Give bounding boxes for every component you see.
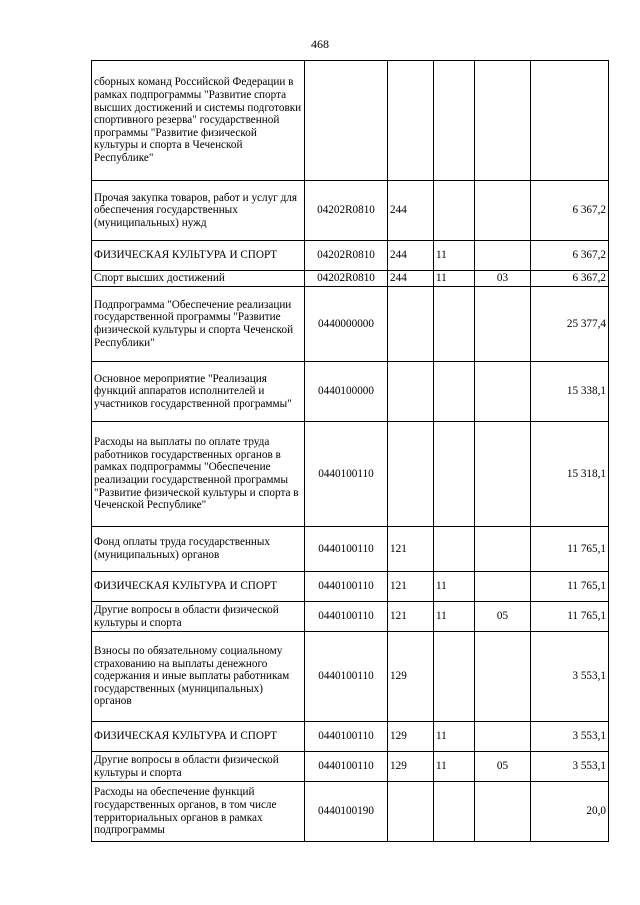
table-row xyxy=(92,422,609,527)
row-expense-type xyxy=(388,287,434,362)
row-expense-type: 121 xyxy=(388,602,434,632)
table-row xyxy=(92,362,609,422)
row-expense-type: 129 xyxy=(388,632,434,722)
row-subsection xyxy=(475,362,531,422)
row-subsection: 05 xyxy=(475,752,531,782)
row-program-code: 0440100110 xyxy=(305,722,388,752)
row-section xyxy=(434,181,475,241)
row-program-code: 0440100110 xyxy=(305,602,388,632)
row-program-code: 0440100110 xyxy=(305,527,388,572)
row-expense-type: 244 xyxy=(388,241,434,271)
row-amount: 3 553,1 xyxy=(531,632,609,722)
table-row xyxy=(92,271,609,287)
row-amount: 15 338,1 xyxy=(531,362,609,422)
row-section: 11 xyxy=(434,752,475,782)
table-row xyxy=(92,602,609,632)
row-amount: 11 765,1 xyxy=(531,527,609,572)
row-expense-type xyxy=(388,362,434,422)
row-description: Подпрограмма "Обеспечение реализации государственной программы "Развитие физической культуры и спорта Чеченской Республики" xyxy=(92,287,305,362)
table-row xyxy=(92,722,609,752)
row-expense-type: 244 xyxy=(388,181,434,241)
row-amount: 6 367,2 xyxy=(531,181,609,241)
row-amount: 3 553,1 xyxy=(531,722,609,752)
row-program-code: 04202R0810 xyxy=(305,181,388,241)
row-description: Другие вопросы в области физической культуры и спорта xyxy=(92,752,305,782)
row-expense-type: 121 xyxy=(388,572,434,602)
row-amount: 25 377,4 xyxy=(531,287,609,362)
row-section xyxy=(434,782,475,842)
row-subsection xyxy=(475,572,531,602)
row-section: 11 xyxy=(434,602,475,632)
row-expense-type xyxy=(388,782,434,842)
row-subsection xyxy=(475,527,531,572)
budget-table xyxy=(91,60,609,842)
row-amount xyxy=(531,61,609,181)
row-section xyxy=(434,422,475,527)
row-amount: 11 765,1 xyxy=(531,572,609,602)
table-row xyxy=(92,572,609,602)
row-program-code: 0440000000 xyxy=(305,287,388,362)
table-row xyxy=(92,527,609,572)
row-expense-type xyxy=(388,422,434,527)
row-amount: 15 318,1 xyxy=(531,422,609,527)
row-amount: 6 367,2 xyxy=(531,241,609,271)
row-subsection xyxy=(475,181,531,241)
row-subsection xyxy=(475,722,531,752)
table-row xyxy=(92,61,609,181)
row-expense-type: 244 xyxy=(388,271,434,287)
row-expense-type: 129 xyxy=(388,722,434,752)
row-section: 11 xyxy=(434,572,475,602)
row-program-code xyxy=(305,61,388,181)
row-amount: 6 367,2 xyxy=(531,271,609,287)
row-section xyxy=(434,362,475,422)
row-subsection xyxy=(475,782,531,842)
row-section: 11 xyxy=(434,241,475,271)
row-description: Прочая закупка товаров, работ и услуг для обеспечения государственных (муниципальных) нужд xyxy=(92,181,305,241)
row-description: Расходы на обеспечение функций государственных органов, в том числе территориальных органов в рамках подпрограммы xyxy=(92,782,305,842)
row-program-code: 0440100110 xyxy=(305,572,388,602)
row-description: Другие вопросы в области физической культуры и спорта xyxy=(92,602,305,632)
row-program-code: 0440100110 xyxy=(305,632,388,722)
row-program-code: 04202R0810 xyxy=(305,241,388,271)
row-expense-type: 129 xyxy=(388,752,434,782)
row-section xyxy=(434,527,475,572)
table-row xyxy=(92,752,609,782)
row-section xyxy=(434,287,475,362)
row-subsection xyxy=(475,287,531,362)
row-amount: 20,0 xyxy=(531,782,609,842)
row-subsection xyxy=(475,241,531,271)
row-expense-type: 121 xyxy=(388,527,434,572)
row-subsection xyxy=(475,422,531,527)
row-section xyxy=(434,632,475,722)
row-program-code: 0440100110 xyxy=(305,752,388,782)
row-section xyxy=(434,61,475,181)
page-number: 468 xyxy=(311,37,329,51)
row-subsection xyxy=(475,61,531,181)
row-subsection: 03 xyxy=(475,271,531,287)
row-section: 11 xyxy=(434,722,475,752)
row-expense-type xyxy=(388,61,434,181)
row-description: Спорт высших достижений xyxy=(92,271,305,287)
row-program-code: 0440100110 xyxy=(305,422,388,527)
table-row xyxy=(92,632,609,722)
row-program-code: 0440100190 xyxy=(305,782,388,842)
row-amount: 3 553,1 xyxy=(531,752,609,782)
table-row xyxy=(92,782,609,842)
row-description: Расходы на выплаты по оплате труда работников государственных органов в рамках подпрограммы "Обеспечение реализации государственной программы "Развитие физической культуры и спорта в Чеченской Республике" xyxy=(92,422,305,527)
row-description: сборных команд Российской Федерации в рамках подпрограммы "Развитие спорта высших достижений и системы подготовки спортивного резерва" государственной программы "Развитие физической культуры и спорта в Чеченской Республике" xyxy=(92,61,305,181)
row-description: ФИЗИЧЕСКАЯ КУЛЬТУРА И СПОРТ xyxy=(92,722,305,752)
table-row xyxy=(92,241,609,271)
row-description: Основное мероприятие "Реализация функций аппаратов исполнителей и участников государственной программы" xyxy=(92,362,305,422)
table-row xyxy=(92,287,609,362)
row-subsection: 05 xyxy=(475,602,531,632)
table-row xyxy=(92,181,609,241)
row-description: Взносы по обязательному социальному страхованию на выплаты денежного содержания и иные выплаты работникам государственных (муниципальных) органов xyxy=(92,632,305,722)
row-program-code: 04202R0810 xyxy=(305,271,388,287)
row-description: Фонд оплаты труда государственных (муниципальных) органов xyxy=(92,527,305,572)
row-description: ФИЗИЧЕСКАЯ КУЛЬТУРА И СПОРТ xyxy=(92,241,305,271)
row-subsection xyxy=(475,632,531,722)
row-section: 11 xyxy=(434,271,475,287)
row-program-code: 0440100000 xyxy=(305,362,388,422)
row-amount: 11 765,1 xyxy=(531,602,609,632)
row-description: ФИЗИЧЕСКАЯ КУЛЬТУРА И СПОРТ xyxy=(92,572,305,602)
